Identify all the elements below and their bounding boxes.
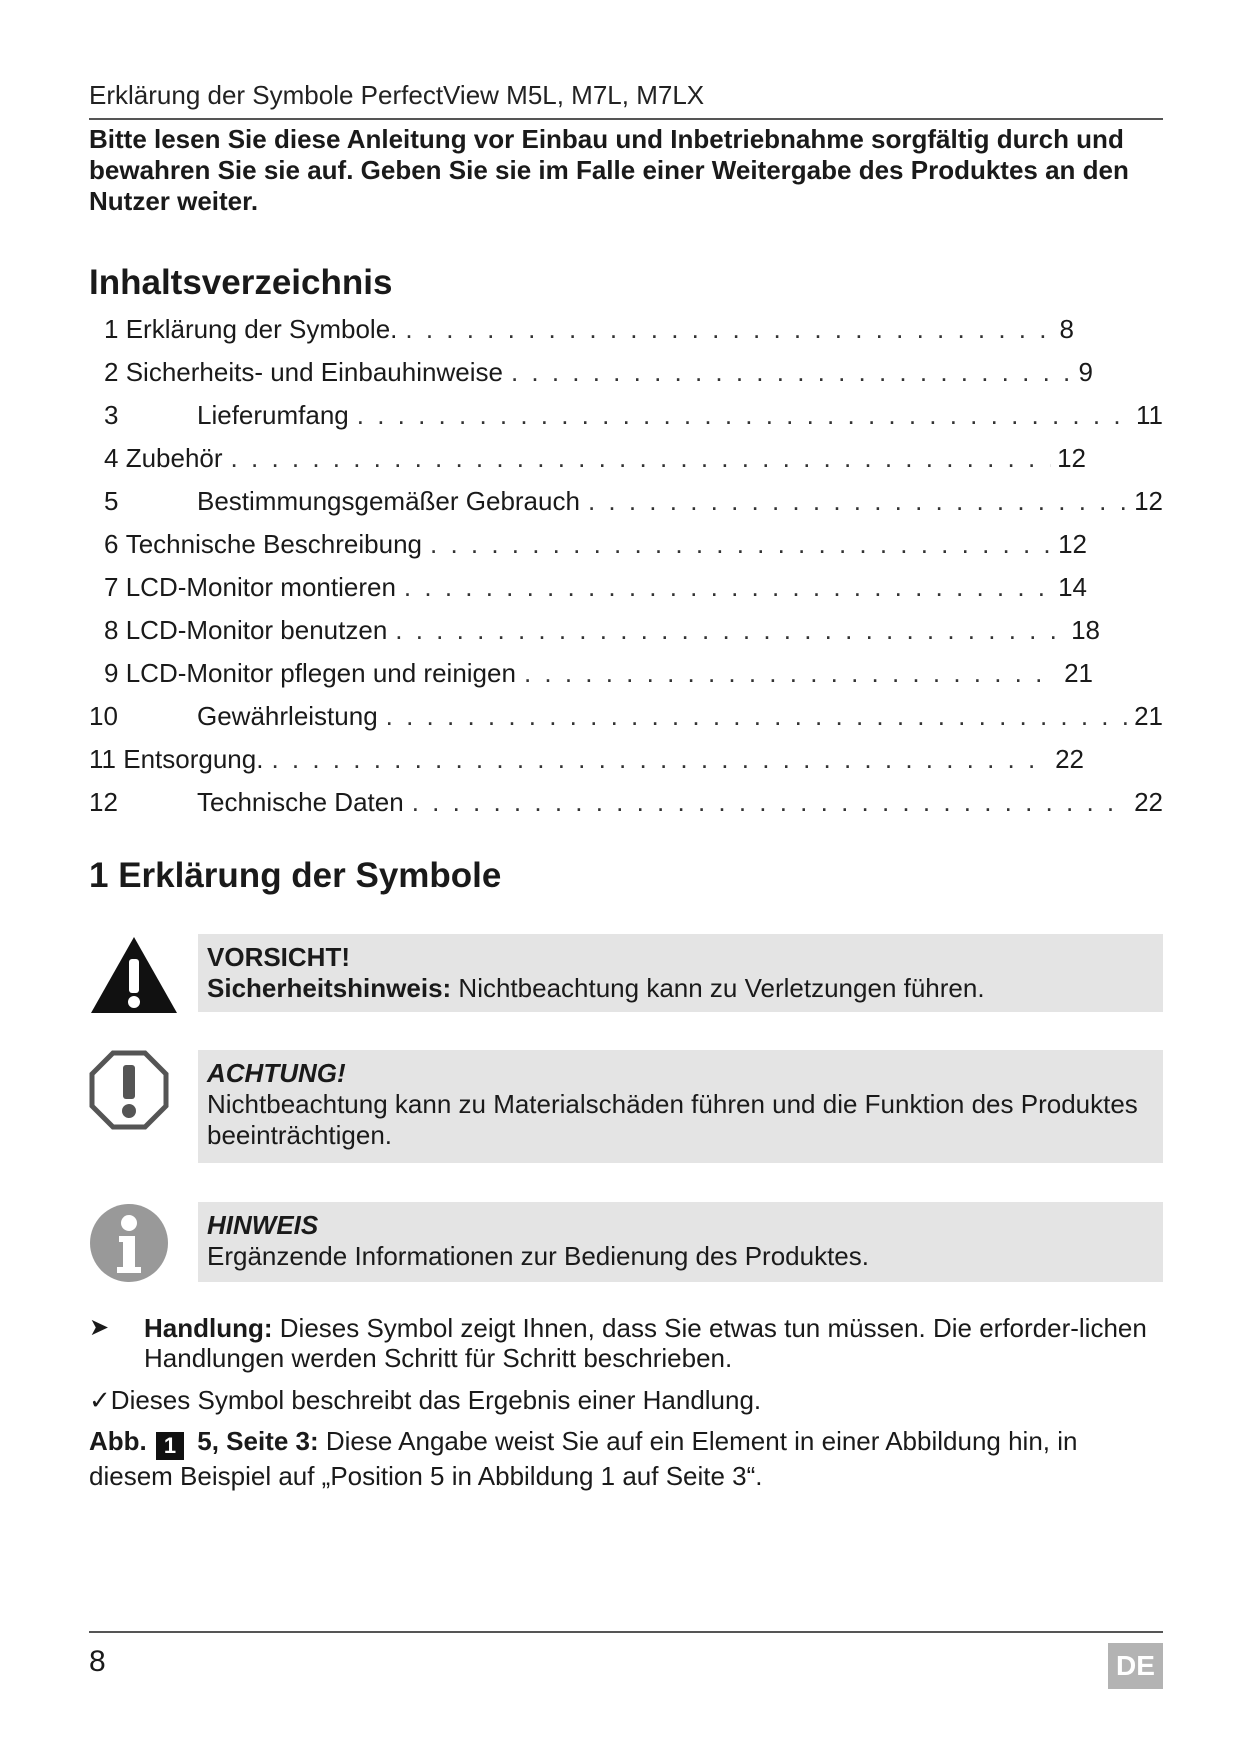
toc-item[interactable] [104,481,1163,521]
octagon-exclamation-icon [89,1050,169,1135]
toc-item-title: Entsorgung. [123,743,264,774]
toc-item-page: 21 [1134,700,1163,731]
toc-item[interactable] [104,567,1087,607]
toc-item-number: 2 [104,356,119,387]
toc-leader [271,744,1049,775]
toc-heading: Inhaltsverzeichnis [89,263,393,302]
toc-item-title: Technische Daten [197,786,404,817]
caution-body [207,973,1154,1004]
toc-item[interactable] [104,653,1093,693]
toc-item-title: Sicherheits- und Einbauhinweise [125,356,503,387]
toc-item-number: 12 [89,786,118,817]
checkmark-icon: ✓ [89,1385,111,1415]
footer-divider [89,1631,1163,1633]
header-title: Erklärung der Symbole PerfectView M5L, M7L, M7LX [89,80,705,110]
toc-item-page: 12 [1057,442,1086,473]
caution-sub-label: Sicherheitshinweis: [207,973,452,1003]
handlung-text: Dieses Symbol zeigt Ihnen, dass Sie etwas tun müssen. Die erforder-lichen Handlungen werden Schritt für Schritt beschrieben. [144,1313,1147,1373]
toc-item-number: 9 [104,657,119,688]
toc-item-title: LCD-Monitor montieren [125,571,396,602]
toc-item-title: LCD-Monitor benutzen [125,614,388,645]
toc-item-title: Erklärung der Symbole. [125,313,398,344]
toc-item[interactable] [104,438,1086,478]
toc-item-title: Bestimmungsgemäßer Gebrauch [197,485,580,516]
toc-item-number: 8 [104,614,119,645]
caution-text: Nichtbeachtung kann zu Verletzungen führen. [458,973,985,1003]
note-label: HINWEIS [207,1210,319,1240]
abb-reference: 5, Seite 3: [197,1426,319,1456]
toc-leader [404,572,1052,603]
toc-item[interactable] [104,352,1093,392]
abb-label: Abb. [89,1426,147,1456]
section-heading: 1 Erklärung der Symbole [89,856,502,895]
toc-leader [405,314,1053,345]
toc-item-page: 9 [1078,356,1093,387]
toc-item-title: Gewährleistung [197,700,378,731]
toc-item-title: LCD-Monitor pflegen und reinigen [125,657,516,688]
toc-item-number: 6 [104,528,119,559]
handlung-label: Handlung: [144,1313,273,1343]
toc-item[interactable] [104,610,1100,650]
info-circle-icon [89,1203,169,1288]
result-paragraph [89,1385,1163,1415]
toc-item[interactable] [104,395,1163,435]
toc-item-title: Zubehör [125,442,223,473]
toc-item-page: 11 [1136,399,1163,430]
abb-text: Diese Angabe weist Sie auf ein Element in einer Abbildung hin, in diesem Beispiel auf „Position 5 in Abbildung 1 auf Seite 3“. [89,1426,1078,1491]
toc-item[interactable] [104,309,1074,349]
toc-item-number: 10 [89,700,118,731]
toc-leader [524,658,1058,689]
toc-item[interactable] [89,696,1163,736]
language-badge: DE [1108,1643,1163,1689]
toc-item-number: 7 [104,571,119,602]
toc-leader [231,443,1052,474]
toc-item-title: Technische Beschreibung [125,528,422,559]
arrow-icon: ➤ [89,1314,110,1341]
toc-item-number: 1 [104,313,119,344]
toc-item-page: 12 [1058,528,1087,559]
toc-item-number: 5 [104,485,119,516]
intro-note: Bitte lesen Sie diese Anleitung vor Einbau und Inbetriebnahme sorgfältig durch und bewahren Sie sie auf. Geben Sie sie im Falle einer Weitergabe des Produktes an den Nutzer weiter. [89,124,1129,216]
toc-item[interactable] [104,524,1087,564]
toc-item-page: 14 [1058,571,1087,602]
handlung-body [144,1313,1163,1373]
toc-item-page: 21 [1064,657,1093,688]
warning-triangle-icon [89,935,179,1020]
toc-item[interactable] [89,739,1084,779]
toc-item-number: 4 [104,442,119,473]
note-text: Ergänzende Informationen zur Bedienung des Produktes. [207,1241,869,1271]
note-notice [198,1202,1163,1282]
header-divider [89,118,1163,120]
attention-notice [198,1050,1163,1163]
toc-item-page: 18 [1071,614,1100,645]
toc-item-number: 3 [104,399,119,430]
toc-item-number: 11 [89,743,116,774]
toc-leader [357,400,1130,431]
figure-reference-paragraph [89,1425,1163,1493]
toc-item-page: 8 [1059,313,1074,344]
caution-label: VORSICHT! [207,942,350,972]
page-header [89,78,1163,120]
toc-leader [395,615,1065,646]
toc-item-page: 12 [1134,485,1163,516]
toc-item-page: 22 [1134,786,1163,817]
result-text: Dieses Symbol beschreibt das Ergebnis einer Handlung. [110,1385,762,1415]
handlung-paragraph [89,1313,1163,1373]
toc-leader [588,486,1128,517]
toc-leader [430,529,1052,560]
attention-text: Nichtbeachtung kann zu Materialschäden führen und die Funktion des Produktes beeinträchtigen. [207,1089,1138,1150]
page-number: 8 [89,1645,106,1678]
toc-leader [386,701,1128,732]
toc-item-page: 22 [1055,743,1084,774]
page-footer [89,1631,1163,1681]
toc-leader [412,787,1128,818]
attention-label: ACHTUNG! [207,1058,346,1088]
caution-notice [198,934,1163,1012]
toc-item-title: Lieferumfang [197,399,349,430]
figure-number-badge: 1 [156,1432,184,1460]
toc-leader [511,357,1073,388]
toc-item[interactable] [89,782,1163,822]
